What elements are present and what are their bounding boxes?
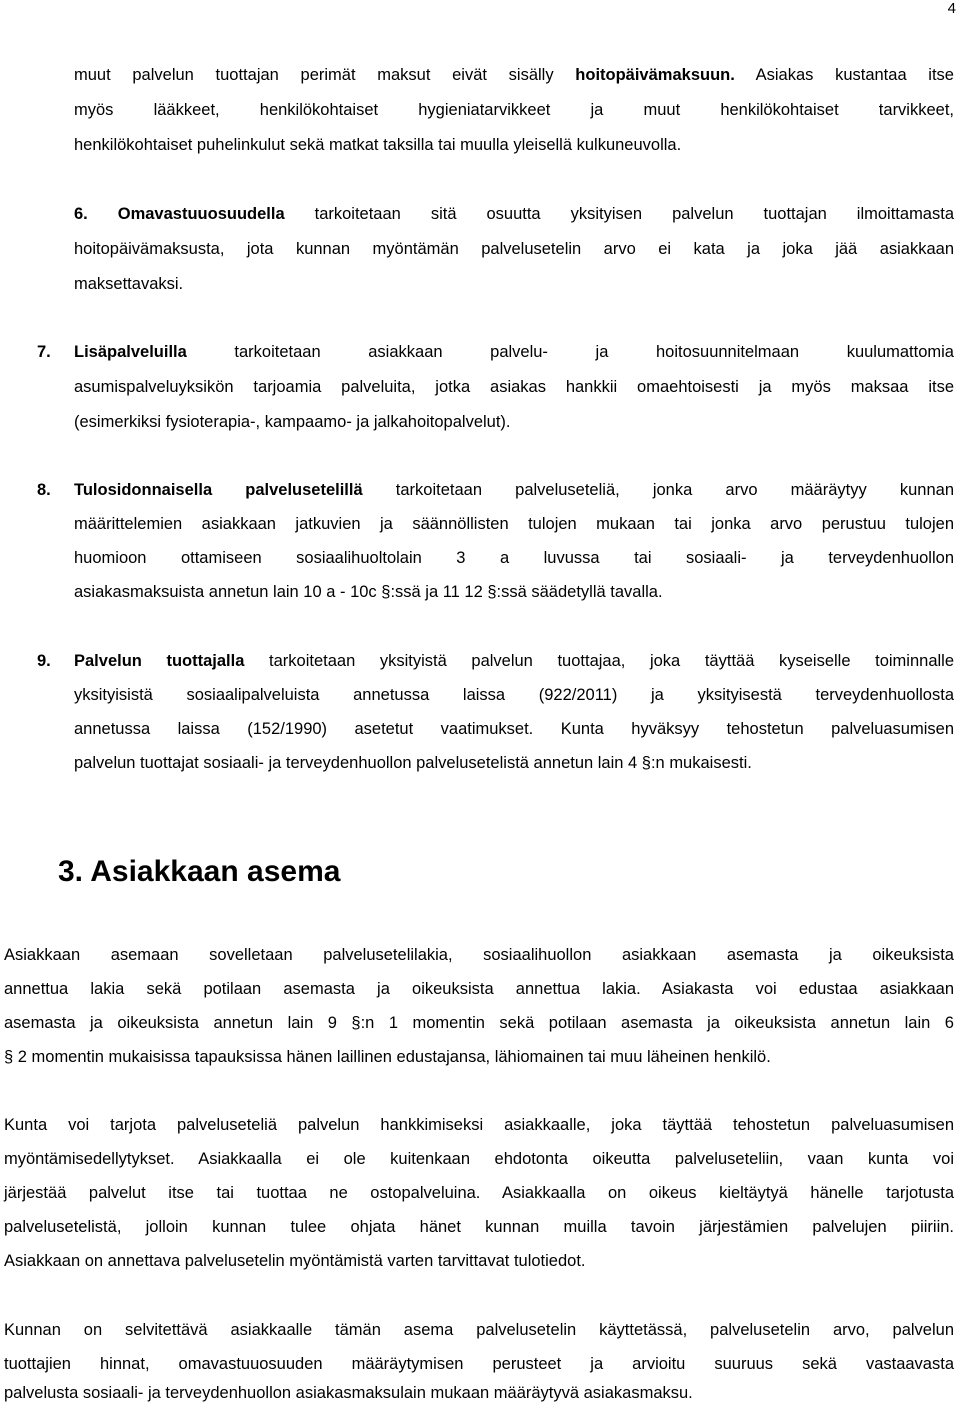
bold-term: Omavastuuosuudella (117, 205, 285, 223)
text-line: palvelusetelistä, jolloin kunnan tulee ohjata hänet kunnan muilla tavoin järjestämien palvelujen piiriin. (4, 1218, 954, 1236)
text-line: Kunnan on selvitettävä asiakkaalle tämän asema palvelusetelin käyttetässä, palvelusetelin arvo, palvelun (4, 1321, 954, 1339)
text-line: § 2 momentin mukaisissa tapauksissa hänen laillinen edustajansa, lähiomainen tai muu läheinen henkilö. (4, 1048, 771, 1066)
text-line: myös lääkkeet, henkilökohtaiset hygieniatarvikkeet ja muut henkilökohtaiset tarvikkeet, (74, 101, 954, 119)
text-line: Lisäpalveluilla tarkoitetaan asiakkaan palvelu- ja hoitosuunnitelmaan kuulumattomia (74, 343, 954, 361)
section-heading: 3. Asiakkaan asema (58, 855, 341, 888)
bold-term: hoitopäivämaksuun. (575, 66, 735, 84)
text-line: annetussa laissa (152/1990) asetetut vaatimukset. Kunta hyväksyy tehostetun palveluasumisen (74, 720, 954, 738)
bold-term: Palvelun tuottajalla (74, 652, 245, 670)
text-line: hoitopäivämaksusta, jota kunnan myöntämän palvelusetelin arvo ei kata ja joka jää asiakkaan (74, 240, 954, 258)
text-line: palvelun tuottajat sosiaali- ja terveydenhuollon palvelusetelistä annetun lain 4 §:n mukaisesti. (74, 754, 752, 772)
text-line: järjestää palvelut itse tai tuottaa ne ostopalveluina. Asiakkaalla on oikeus kieltäytyä hänelle tarjotusta (4, 1184, 954, 1202)
text-line: tuottajien hinnat, omavastuuosuuden määräytymisen perusteet ja arvioitu suuruus sekä vastaavasta (4, 1355, 954, 1373)
item-number: 6. (74, 205, 88, 223)
text-line: Omavastuuosuudella tarkoitetaan sitä osuutta yksityisen palvelun tuottajan ilmoittamasta (117, 205, 954, 223)
text-line: yksityisistä sosiaalipalveluista annetussa laissa (922/2011) ja yksityisestä terveydenhuollosta (74, 686, 954, 704)
page-number: 4 (947, 0, 956, 17)
text-line: määrittelemien asiakkaan jatkuvien ja säännöllisten tulojen mukaan tai jonka arvo perustuu tulojen (74, 515, 954, 533)
text-line: Asiakkaan asemaan sovelletaan palvelusetelilakia, sosiaalihuollon asiakkaan asemasta ja oikeuksista (4, 946, 954, 964)
text-line: Asiakkaan on annettava palvelusetelin myöntämistä varten tarvittavat tulotiedot. (4, 1252, 586, 1270)
text-line: Palvelun tuottajalla tarkoitetaan yksityistä palvelun tuottajaa, joka täyttää kyseiselle toiminnalle (74, 652, 955, 670)
text-line: (esimerkiksi fysioterapia-, kampaamo- ja jalkahoitopalvelut). (74, 413, 511, 431)
item-number: 8. (37, 481, 51, 499)
text-line: palvelusta sosiaali- ja terveydenhuollon asiakasmaksulain mukaan määräytyvä asiakasmaksu. (4, 1384, 693, 1402)
text-line: asiakasmaksuista annetun lain 10 a - 10c §:ssä ja 11 12 §:ssä säädetyllä tavalla. (74, 583, 663, 601)
text-line: maksettavaksi. (74, 275, 184, 293)
text-line: huomioon ottamiseen sosiaalihuoltolain 3 a luvussa tai sosiaali- ja terveydenhuollon (74, 549, 954, 567)
text-line: myöntämisedellytykset. Asiakkaalla ei ole kuitenkaan ehdotonta oikeutta palveluseteliin, vaan kunta voi (4, 1150, 954, 1168)
bold-term: Lisäpalveluilla (74, 343, 187, 361)
text-line: asumispalveluyksikön tarjoamia palveluita, jotka asiakas hankkii omaehtoisesti ja myös maksaa itse (74, 378, 954, 396)
item-number: 7. (37, 343, 51, 361)
text-line: muut palvelun tuottajan perimät maksut eivät sisälly hoitopäivämaksuun. Asiakas kustantaa itse (74, 66, 954, 84)
text-line: Kunta voi tarjota palveluseteliä palvelun hankkimiseksi asiakkaalle, joka täyttää tehostetun palveluasumisen (4, 1116, 954, 1134)
bold-term: Tulosidonnaisella palvelusetelillä (74, 481, 363, 499)
text-line: Tulosidonnaisella palvelusetelillä tarkoitetaan palveluseteliä, jonka arvo määräytyy kunnan (74, 481, 954, 499)
text-line: asemasta ja oikeuksista annetun lain 9 §:n 1 momentin sekä potilaan asemasta ja oikeuksista annetun lain 6 (4, 1014, 954, 1032)
text-line: annettua lakia sekä potilaan asemasta ja oikeuksista annettua lakia. Asiakasta voi edustaa asiakkaan (4, 980, 954, 998)
item-number: 9. (37, 652, 51, 670)
text-line: henkilökohtaiset puhelinkulut sekä matkat taksilla tai muulla yleisellä kulkuneuvolla. (74, 136, 682, 154)
